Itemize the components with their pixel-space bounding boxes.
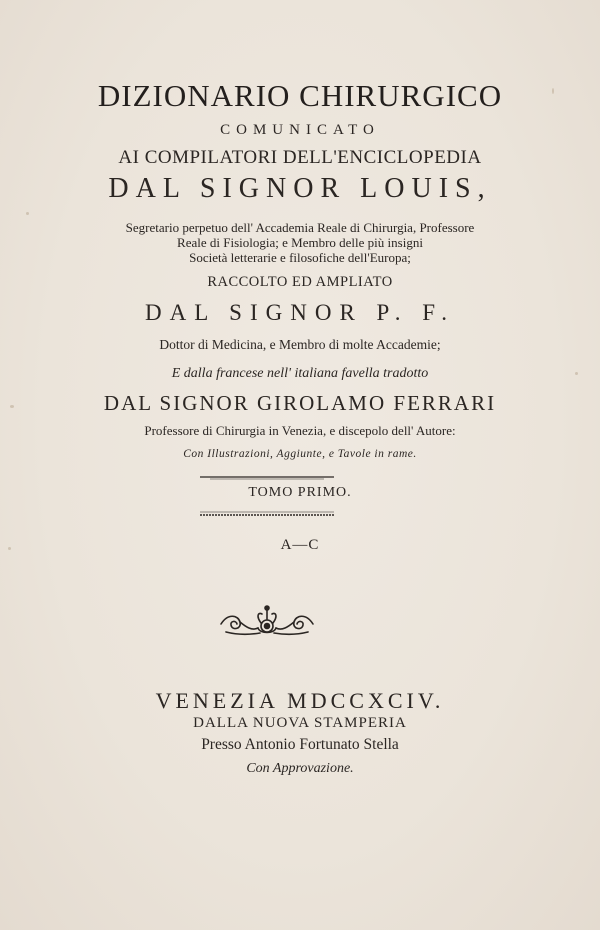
author-description-line: Reale di Fisiologia; e Membro delle più insigni (177, 235, 423, 250)
compilatori-line: AI COMPILATORI DELL'ENCICLOPEDIA (118, 147, 482, 168)
translator-description: Professore di Chirurgia in Venezia, e discepolo dell' Autore: (144, 423, 456, 438)
raccolto-line: RACCOLTO ED AMPLIATO (207, 274, 393, 290)
author-description-line: Società letterarie e filosofiche dell'Europa; (189, 250, 411, 265)
author-line: DAL SIGNOR LOUIS, (108, 173, 492, 204)
printers-fleuron-ornament-icon (218, 604, 316, 638)
divider-rule-top (200, 474, 334, 480)
printer-name: Presso Antonio Fortunato Stella (201, 736, 399, 753)
foxing-spot (26, 212, 29, 215)
author-description-line: Segretario perpetuo dell' Accademia Reale di Chirurgia, Professore (125, 220, 475, 235)
editor-line: DAL SIGNOR P. F. (145, 300, 455, 325)
imprint-place-date: VENEZIA MDCCXCIV. (155, 688, 445, 713)
volume-label: TOMO PRIMO. (248, 485, 352, 500)
printer-line: DALLA NUOVA STAMPERIA (193, 715, 407, 731)
additions-note: Con Illustrazioni, Aggiunte, e Tavole in rame. (183, 448, 417, 460)
translation-note: E dalla francese nell' italiana favella tradotto (171, 366, 429, 381)
volume-range: A—C (280, 537, 320, 553)
translator-line: DAL SIGNOR GIROLAMO FERRARI (103, 391, 497, 415)
divider-rule-bottom (200, 509, 334, 517)
editor-description: Dottor di Medicina, e Membro di molte Accademie; (159, 337, 441, 352)
book-title: DIZIONARIO CHIRURGICO (97, 78, 503, 113)
approval-line: Con Approvazione. (246, 761, 354, 776)
comunicato-line: COMUNICATO (220, 122, 380, 138)
